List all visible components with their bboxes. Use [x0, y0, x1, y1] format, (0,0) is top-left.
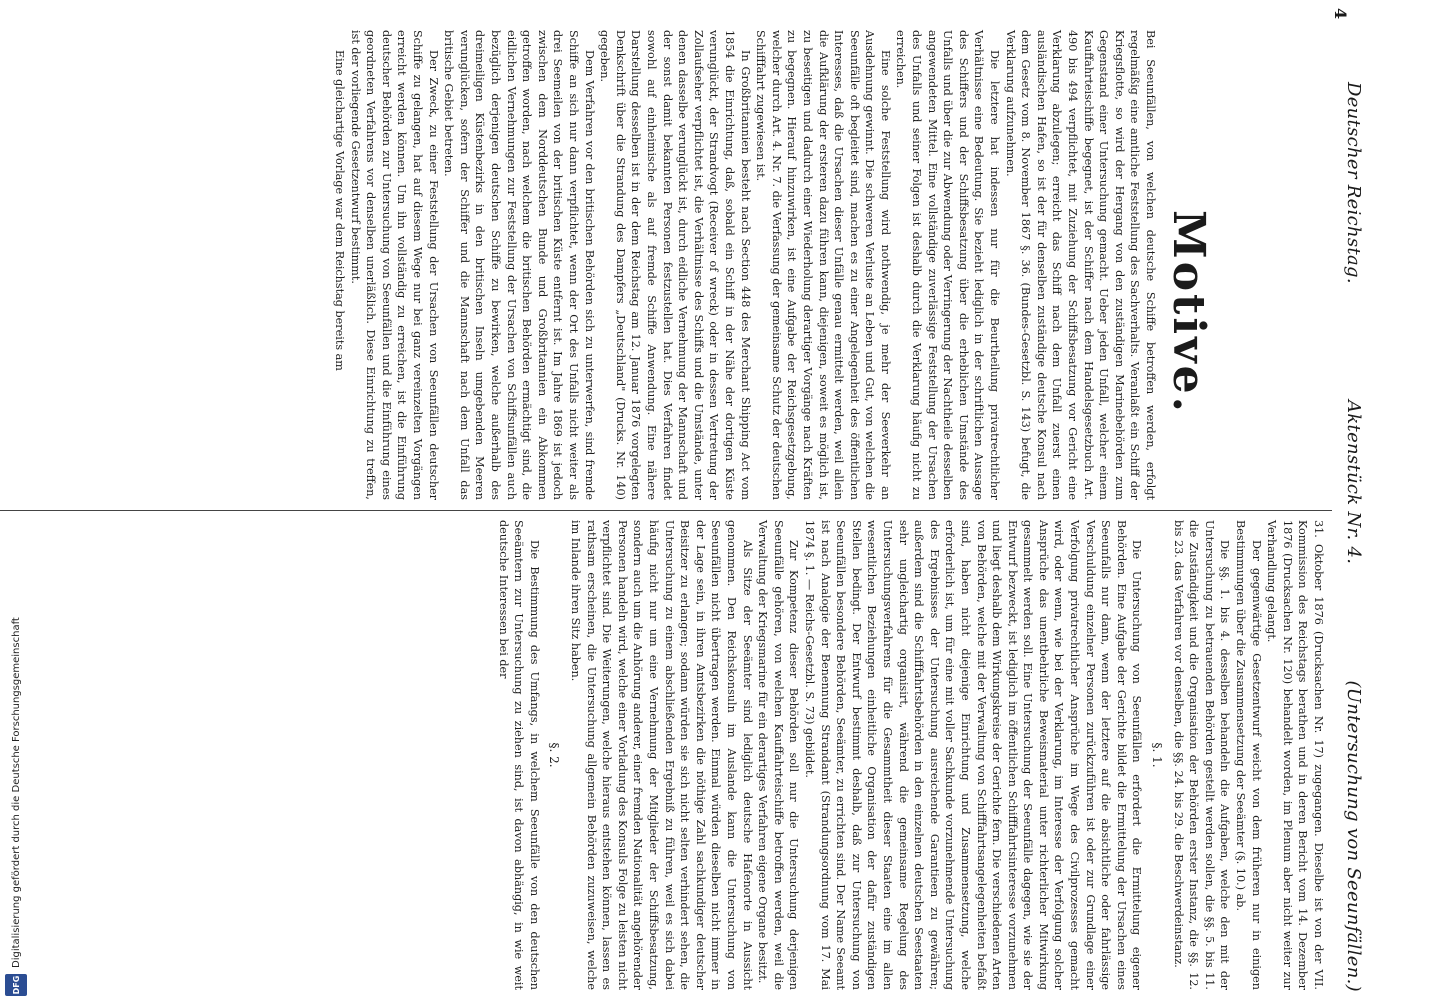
paragraph: Als Sitze der Seeämter sind lediglich deutsche Hafenorte in Aussicht genommen. Den Reichskonsuln im Auslande kann die Untersuchung von Seeunfällen nicht übertragen werden. Einmal würden dieselben nicht immer in der Lage sein, in ihren Amtsbezirken die nöthige Zahl sachkundiger deutscher Beisitzer zu erlangen; sodann würden sie sich nicht selten verhindert sehen, die Untersuchung zu einem abschließenden Ergebniß zu führen, weil es sich dabei häufig nicht nur um eine Vernehmung der Mitglieder der Schiffsbesatzung, sondern auch um die Anhörung anderer, einer fremden Nationalität angehörender Personen handeln wird, welche einer Vorladung des Konsuls Folge zu leisten nicht verpflichtet sind. Die Weiterungen, welche hieraus entstehen können, lassen es rathsam erscheinen, die Untersuchung allgemein Behörden zuzuweisen, welche im Inlande ihren Sitz haben.	[569, 520, 754, 990]
running-header	[1343, 82, 1364, 992]
header-subject: (Untersuchung von Seeunfällen.)	[1343, 680, 1364, 992]
header-document-number: Aktenstück Nr. 4.	[1343, 400, 1364, 565]
section-heading: §. 2.	[547, 742, 562, 768]
paragraph: Dem Verfahren vor den britischen Behörden sich zu unterwerfen, sind fremde Schiffe an sich nur dann verpflichtet, wenn der Ort des Unfalls nicht weiter als drei Seemeilen von der britischen Küste entfernt ist. Im Jahre 1869 ist jedoch zwischen dem Norddeutschen Bunde und Großbritannien ein Abkommen getroffen worden, nach welchem die britischen Behörden ermächtigt sind, die eidlichen Vernehmungen zur Feststellung der Ursachen von Schiffsunfällen auch bezüglich derjenigen deutschen Schiffe zu bewirken, welche außerhalb des dreimeiligen Küstenbezirks in den britischen Inseln umgebenden Meeren verunglücken, sofern der Schiffer und die Mannschaft nach dem Unfall das britische Gebiet betreten.	[442, 30, 596, 500]
section-heading: §. 1.	[1150, 742, 1165, 768]
digitization-credit: Digitalisierung gefördert durch die Deutsche Forschungsgemeinschaft	[10, 617, 22, 968]
paragraph: Der Zweck, zu einer Feststellung der Ursachen von Seeunfällen deutscher Schiffe zu gelangen, hat auf diesem Wege nur bei ganz vereinzelten Vorgängen erreicht werden können. Um ihn vollständig zu erreichen, ist die Einführung deutscher Behörden zur Untersuchung von Seeunfällen und die Einführung eines geordneten Verfahrens vor denselben unerläßlich. Diese Einrichtung zu treffen, ist der vorliegende Gesetzentwurf bestimmt.	[348, 30, 440, 500]
header-journal: Deutscher Reichstag.	[1343, 82, 1364, 284]
paragraph: Der gegenwärtige Gesetzentwurf weicht von dem früheren nur in einigen Bestimmungen über die Zusammensetzung der Seeämter (§. 10.) ab.	[1234, 520, 1263, 990]
document-title: Motive.	[1163, 210, 1214, 415]
paragraph: Zur Kompetenz dieser Behörden soll nur die Untersuchung derjenigen Seeunfälle gehören, von welchen Kauffahrteischiffe betroffen werden, weil die Verwaltung der Kriegsmarine für ein derartiges Verfahren eigene Organe besitzt.	[756, 520, 801, 990]
paragraph: Die letztere hat indessen nur für die Beurtheilung privatrechtlicher Verhältnisse eine Bedeutung. Sie bezieht lediglich in der schriftlichen Aussage des Schiffers und der Schiffsbesatzung über die erheblichen Umstände des Unfalls und über die zur Abwendung oder Verringerung der Nachtheile desselben angewendeten Mittel. Eine vollständige zuverlässige Feststellung der Ursachen des Unfalls und seiner Folgen ist deshalb durch die Verklarung häufig nicht zu erreichen.	[894, 30, 1002, 500]
paragraph: Eine gleichartige Vorlage war dem Reichstag bereits am	[333, 50, 347, 371]
paragraph: Eine solche Feststellung wird nothwendig, je mehr der Seeverkehr an Ausdehnung gewinnt. Die schweren Verluste an Leben und Gut, von welchen die Seeunfälle oft begleitet sind, machen es zu einer Angelegenheit des öffentlichen Interesses, daß die Ursachen dieser Unfälle genau ermittelt werden, weil allein die Aufklärung der ersteren dazu führen kann, diejenigen, soweit es möglich ist, zu beseitigen und dadurch einer Wiederholung derartiger Vorgänge nach Kräften zu begegnen. Hierauf hinzuwirken, ist eine Aufgabe der Reichsgesetzgebung, welcher durch Art. 4. Nr. 7. die Verfassung der gemeinsame Schutz der deutschen Schifffahrt zugewiesen ist.	[754, 30, 892, 500]
left-column	[332, 30, 1158, 500]
dfg-logo: DFG	[5, 974, 27, 996]
page-number: 4	[1331, 8, 1350, 20]
paragraph: Die Bestimmung des Umfangs, in welchem Seeunfälle von den deutschen Seeämtern zur Untersuchung zu ziehen sind, ist davon abhängig, in wie weit deutsche Interessen bei der	[496, 520, 541, 990]
digitization-note	[4, 6, 28, 996]
paragraph: Die §§. 1. bis 4. desselben behandeln die Aufgaben, welche den mit der Untersuchung zu betrauenden Behörden gestellt werden sollen, die §§. 5. bis 11. die Zuständigkeit und die Organisation der Behörden erster Instanz, die §§. 12. bis 23. das Verfahren vor denselben, die §§. 24. bis 29. die Beschwerdeinstanz.	[1171, 520, 1232, 990]
paragraph: Bei Seeunfällen, von welchen deutsche Schiffe betroffen werden, erfolgt regelmäßig eine amtliche Feststellung des Sachverhalts. Veranlaßt ein Schiff der Kriegsflotte, so wird der Hergang von den zuständigen Marinebehörden zum Gegenstand einer Untersuchung gemacht. Ueber jeden Unfall, welcher einem Kauffahrteischiffe begegnet, ist der Schiffer nach dem Handelsgesetzbuch Art. 490 bis 494 verpflichtet, mit Zuziehung der Schiffsbesatzung vor Gericht eine Verklarung abzulegen; erreicht das Schiff nach dem Unfall zuerst einen ausländischen Hafen, so ist der für denselben zuständige deutsche Konsul nach dem Gesetz vom 8. November 1867 §. 36. (Bundes-Gesetzbl. S. 143) befugt, die Verklarung aufzunehmen.	[1003, 30, 1157, 500]
paragraph: 31. Oktober 1876 (Drucksachen Nr. 17) zugegangen. Dieselbe ist von der VII. Kommission des Reichstags berathen und in deren Bericht vom 14. Dezember 1876 (Drucksachen Nr. 120) behandelt worden, im Plenum aber nicht weiter zur Verhandlung gelangt.	[1265, 520, 1325, 990]
paragraph: Die Untersuchung von Seeunfällen erfordert die Ermittelung eigener Behörden. Eine Aufgabe der Gerichte bildet die Ermittelung der Ursachen eines Seeunfalls nur dann, wenn der letztere auf die absichtliche oder fahrlässige Verschuldung einzelner Personen zurückzuführen ist oder zur Grundlage einer Verfolgung privatrechtlicher Ansprüche im Wege des Civilprozesses gemacht wird, oder wenn, wie bei der Verklarung, im Interesse der Verfolgung solcher Ansprüche das unentbehrliche Beweismaterial unter richterlicher Mitwirkung gesammelt werden soll. Eine Untersuchung der Seeunfälle dagegen, wie sie der Entwurf bezweckt, ist lediglich im öffentlichen Schifffahrtsinteresse vorzunehmen und liegt deshalb dem Wirkungskreise der Gerichte fern. Die verschiedenen Arten von Behörden, welche mit der Verwaltung von Schifffahrtsangelegenheiten befaßt sind, haben nicht diejenige Einrichtung und Zusammensetzung, welche erforderlich ist, um für eine mit voller Sachkunde vorzunehmende Untersuchung des Ergebnisses der Untersuchung ausreichende Garantieen zu gewähren; außerdem sind die Schifffahrtsbehörden in den einzelnen deutschen Seestaaten sehr ungleichartig organisirt, während die gemeinsame Regelung des Untersuchungsverfahrens für die Gesammtheit dieser Staaten eine im allen wesentlichen Beziehungen einheitliche Organisation der dafür zuständigen Stellen bedingt. Der Entwurf bestimmt deshalb, daß zur Untersuchung von Seeunfällen besondere Behörden, Seeämter, zu errichten sind. Der Name Seeamt ist nach Analogie der Benennung Strandamt (Strandungsordnung vom 17. Mai 1874 §. 1. — Reichs-Gesetzbl. S. 73) gebildet.	[803, 520, 1144, 990]
paragraph: In Großbritannien besteht nach Section 448 des Merchant Shipping Act vom 1854 die Einrichtung, daß, sobald ein Schiff in der Nähe der dortigen Küste verunglückt, der Strandvogt (Receiver of wreck) oder in dessen Vertretung der Zollaufseher verpflichtet ist, die Verhältnisse des Schiffs und die Umstände, unter denen dasselbe verunglückt ist, durch eidliche Vernehmung der Mannschaft und der sonst damit bekannten Personen festzustellen hat. Dies Verfahren findet sowohl auf einheimische als auf fremde Schiffe Anwendung. Eine nähere Darstellung desselben ist in der dem Reichstag am 12. Januar 1876 vorgelegten Denkschrift über die Strandung des Dampfers „Deutschland" (Drucks. Nr. 140) gegeben.	[598, 30, 752, 500]
column-divider	[0, 510, 1332, 511]
right-column	[495, 520, 1326, 990]
